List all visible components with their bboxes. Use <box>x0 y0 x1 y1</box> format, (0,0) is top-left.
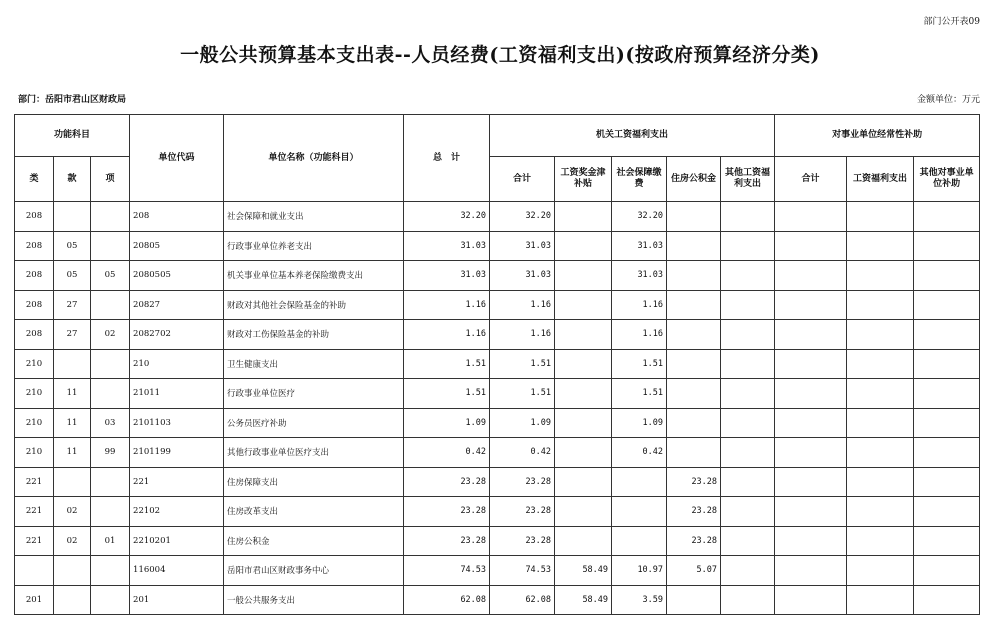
cell-unit-name: 住房保障支出 <box>224 467 404 497</box>
department-label: 部门：岳阳市君山区财政局 <box>18 95 127 105</box>
cell-org-social: 1.09 <box>612 408 667 438</box>
cell-org-social: 0.42 <box>612 438 667 468</box>
cell-org-subtotal: 32.20 <box>490 202 555 232</box>
cell-kuan: 11 <box>54 379 91 409</box>
cell-org-housing <box>667 379 721 409</box>
cell-pi-welfare <box>847 408 914 438</box>
cell-pi-subtotal <box>775 526 847 556</box>
cell-pi-subtotal <box>775 379 847 409</box>
amount-unit-label: 金额单位：万元 <box>916 95 980 105</box>
header-func-subject: 功能科目 <box>15 115 130 157</box>
cell-xiang: 02 <box>91 320 130 350</box>
cell-xiang <box>91 556 130 586</box>
cell-kuan <box>54 202 91 232</box>
cell-lei: 208 <box>15 202 54 232</box>
cell-pi-subtotal <box>775 556 847 586</box>
cell-org-subtotal: 1.51 <box>490 349 555 379</box>
cell-lei: 221 <box>15 526 54 556</box>
cell-pi-other <box>914 290 980 320</box>
cell-unit-name: 行政事业单位医疗 <box>224 379 404 409</box>
table-row <box>15 349 980 379</box>
cell-org-social: 32.20 <box>612 202 667 232</box>
table-row <box>15 202 980 232</box>
cell-xiang <box>91 497 130 527</box>
cell-xiang <box>91 231 130 261</box>
cell-org-other <box>721 408 775 438</box>
cell-xiang: 05 <box>91 261 130 291</box>
table-row <box>15 231 980 261</box>
cell-org-subtotal: 31.03 <box>490 261 555 291</box>
cell-org-other <box>721 349 775 379</box>
cell-lei: 208 <box>15 320 54 350</box>
cell-org-other <box>721 438 775 468</box>
cell-org-other <box>721 556 775 586</box>
cell-org-bonus <box>555 497 612 527</box>
cell-pi-subtotal <box>775 261 847 291</box>
table-row <box>15 497 980 527</box>
table-row <box>15 261 980 291</box>
cell-pi-welfare <box>847 467 914 497</box>
cell-org-subtotal: 1.16 <box>490 320 555 350</box>
cell-org-other <box>721 202 775 232</box>
cell-org-social: 31.03 <box>612 231 667 261</box>
cell-xiang: 01 <box>91 526 130 556</box>
header-org-other: 其他工资福利支出 <box>721 157 775 202</box>
cell-org-housing <box>667 320 721 350</box>
cell-total: 32.20 <box>404 202 490 232</box>
table-row <box>15 320 980 350</box>
cell-pi-subtotal <box>775 438 847 468</box>
cell-org-social <box>612 467 667 497</box>
cell-org-housing <box>667 438 721 468</box>
cell-xiang: 99 <box>91 438 130 468</box>
cell-unit-code: 20827 <box>130 290 224 320</box>
cell-total: 1.16 <box>404 290 490 320</box>
header-pi-other: 其他对事业单位补助 <box>914 157 980 202</box>
cell-lei: 221 <box>15 467 54 497</box>
cell-kuan: 11 <box>54 438 91 468</box>
cell-org-bonus <box>555 526 612 556</box>
cell-unit-code: 116004 <box>130 556 224 586</box>
cell-org-housing: 5.07 <box>667 556 721 586</box>
page-title: 一般公共预算基本支出表--人员经费(工资福利支出)(按政府预算经济分类) <box>180 44 820 66</box>
cell-org-subtotal: 62.08 <box>490 585 555 615</box>
header-org-welfare-group: 机关工资福利支出 <box>490 115 775 157</box>
cell-unit-name: 岳阳市君山区财政事务中心 <box>224 556 404 586</box>
cell-kuan <box>54 585 91 615</box>
cell-pi-subtotal <box>775 320 847 350</box>
cell-kuan: 05 <box>54 231 91 261</box>
cell-pi-subtotal <box>775 349 847 379</box>
cell-lei: 210 <box>15 438 54 468</box>
cell-org-social: 3.59 <box>612 585 667 615</box>
cell-unit-name: 社会保障和就业支出 <box>224 202 404 232</box>
cell-org-housing <box>667 261 721 291</box>
table-row <box>15 556 980 586</box>
cell-total: 62.08 <box>404 585 490 615</box>
cell-total: 1.16 <box>404 320 490 350</box>
cell-unit-code: 22102 <box>130 497 224 527</box>
table-row <box>15 408 980 438</box>
table-row <box>15 585 980 615</box>
budget-table <box>14 114 980 615</box>
cell-unit-name: 行政事业单位养老支出 <box>224 231 404 261</box>
cell-org-social: 1.51 <box>612 379 667 409</box>
cell-lei: 210 <box>15 408 54 438</box>
header-pi-subtotal: 合计 <box>775 157 847 202</box>
cell-unit-name: 财政对工伤保险基金的补助 <box>224 320 404 350</box>
cell-lei: 208 <box>15 290 54 320</box>
cell-unit-code: 21011 <box>130 379 224 409</box>
cell-pi-welfare <box>847 526 914 556</box>
cell-xiang: 03 <box>91 408 130 438</box>
cell-pi-subtotal <box>775 467 847 497</box>
cell-unit-code: 208 <box>130 202 224 232</box>
cell-org-housing <box>667 349 721 379</box>
cell-org-bonus <box>555 261 612 291</box>
cell-unit-name: 一般公共服务支出 <box>224 585 404 615</box>
cell-unit-code: 2080505 <box>130 261 224 291</box>
cell-unit-code: 2101103 <box>130 408 224 438</box>
cell-unit-code: 201 <box>130 585 224 615</box>
cell-unit-code: 20805 <box>130 231 224 261</box>
cell-org-subtotal: 1.51 <box>490 379 555 409</box>
cell-org-subtotal: 74.53 <box>490 556 555 586</box>
cell-org-social: 10.97 <box>612 556 667 586</box>
cell-total: 1.09 <box>404 408 490 438</box>
cell-unit-name: 其他行政事业单位医疗支出 <box>224 438 404 468</box>
cell-kuan: 02 <box>54 497 91 527</box>
cell-pi-welfare <box>847 349 914 379</box>
cell-xiang <box>91 379 130 409</box>
cell-pi-welfare <box>847 438 914 468</box>
cell-pi-welfare <box>847 231 914 261</box>
table-row <box>15 379 980 409</box>
cell-lei: 210 <box>15 349 54 379</box>
cell-unit-code: 210 <box>130 349 224 379</box>
cell-org-bonus <box>555 290 612 320</box>
cell-total: 1.51 <box>404 349 490 379</box>
cell-org-bonus: 58.49 <box>555 585 612 615</box>
cell-org-other <box>721 261 775 291</box>
cell-org-housing: 23.28 <box>667 526 721 556</box>
cell-pi-other <box>914 497 980 527</box>
cell-org-housing: 23.28 <box>667 497 721 527</box>
cell-xiang <box>91 467 130 497</box>
cell-org-social <box>612 526 667 556</box>
cell-unit-name: 公务员医疗补助 <box>224 408 404 438</box>
cell-pi-subtotal <box>775 585 847 615</box>
cell-org-housing <box>667 202 721 232</box>
cell-pi-welfare <box>847 261 914 291</box>
cell-org-bonus <box>555 231 612 261</box>
cell-unit-code: 2210201 <box>130 526 224 556</box>
cell-org-bonus <box>555 202 612 232</box>
cell-unit-code: 2082702 <box>130 320 224 350</box>
cell-pi-other <box>914 467 980 497</box>
cell-total: 23.28 <box>404 467 490 497</box>
cell-pi-other <box>914 202 980 232</box>
cell-kuan: 27 <box>54 320 91 350</box>
cell-kuan <box>54 556 91 586</box>
cell-org-other <box>721 379 775 409</box>
cell-org-other <box>721 467 775 497</box>
cell-pi-other <box>914 408 980 438</box>
cell-pi-welfare <box>847 320 914 350</box>
cell-xiang <box>91 349 130 379</box>
cell-pi-other <box>914 349 980 379</box>
cell-org-other <box>721 526 775 556</box>
cell-kuan: 11 <box>54 408 91 438</box>
cell-org-social: 1.51 <box>612 349 667 379</box>
cell-org-bonus <box>555 320 612 350</box>
header-org-bonus: 工资奖金津补贴 <box>555 157 612 202</box>
cell-org-housing <box>667 231 721 261</box>
table-row <box>15 290 980 320</box>
cell-org-bonus <box>555 379 612 409</box>
cell-kuan: 27 <box>54 290 91 320</box>
cell-pi-subtotal <box>775 497 847 527</box>
cell-org-social: 31.03 <box>612 261 667 291</box>
form-id: 部门公开表09 <box>923 17 980 27</box>
cell-lei: 208 <box>15 261 54 291</box>
cell-pi-welfare <box>847 202 914 232</box>
cell-xiang <box>91 585 130 615</box>
cell-org-housing: 23.28 <box>667 467 721 497</box>
cell-kuan <box>54 467 91 497</box>
cell-pi-welfare <box>847 497 914 527</box>
cell-unit-code: 2101199 <box>130 438 224 468</box>
cell-org-subtotal: 1.16 <box>490 290 555 320</box>
cell-org-social: 1.16 <box>612 290 667 320</box>
cell-total: 23.28 <box>404 526 490 556</box>
cell-total: 74.53 <box>404 556 490 586</box>
cell-org-bonus <box>555 408 612 438</box>
cell-xiang <box>91 202 130 232</box>
table-row <box>15 438 980 468</box>
cell-unit-name: 住房公积金 <box>224 526 404 556</box>
cell-pi-welfare <box>847 290 914 320</box>
cell-pi-other <box>914 231 980 261</box>
cell-pi-other <box>914 379 980 409</box>
table-row <box>15 526 980 556</box>
table-body <box>15 202 980 615</box>
cell-org-bonus <box>555 349 612 379</box>
cell-org-subtotal: 0.42 <box>490 438 555 468</box>
cell-total: 1.51 <box>404 379 490 409</box>
cell-pi-other <box>914 261 980 291</box>
cell-pi-other <box>914 585 980 615</box>
cell-total: 31.03 <box>404 261 490 291</box>
cell-pi-welfare <box>847 556 914 586</box>
header-lei: 类 <box>15 157 54 202</box>
cell-unit-name: 财政对其他社会保险基金的补助 <box>224 290 404 320</box>
cell-kuan: 05 <box>54 261 91 291</box>
cell-total: 0.42 <box>404 438 490 468</box>
cell-org-subtotal: 23.28 <box>490 497 555 527</box>
header-org-housing: 住房公积金 <box>667 157 721 202</box>
cell-org-other <box>721 231 775 261</box>
table-row <box>15 467 980 497</box>
cell-pi-subtotal <box>775 290 847 320</box>
header-org-subtotal: 合计 <box>490 157 555 202</box>
cell-total: 31.03 <box>404 231 490 261</box>
cell-org-housing <box>667 290 721 320</box>
cell-org-bonus <box>555 438 612 468</box>
cell-org-subtotal: 23.28 <box>490 467 555 497</box>
cell-pi-subtotal <box>775 408 847 438</box>
cell-kuan <box>54 349 91 379</box>
header-unit-code: 单位代码 <box>130 115 224 202</box>
cell-org-bonus <box>555 467 612 497</box>
cell-org-subtotal: 23.28 <box>490 526 555 556</box>
cell-unit-name: 卫生健康支出 <box>224 349 404 379</box>
cell-org-other <box>721 585 775 615</box>
cell-org-other <box>721 290 775 320</box>
cell-pi-other <box>914 438 980 468</box>
cell-lei: 201 <box>15 585 54 615</box>
header-total: 总 计 <box>404 115 490 202</box>
cell-lei: 221 <box>15 497 54 527</box>
cell-org-housing <box>667 408 721 438</box>
cell-unit-code: 221 <box>130 467 224 497</box>
header-pi-welfare: 工资福利支出 <box>847 157 914 202</box>
header-org-social: 社会保障缴费 <box>612 157 667 202</box>
cell-xiang <box>91 290 130 320</box>
cell-lei: 208 <box>15 231 54 261</box>
cell-pi-other <box>914 526 980 556</box>
cell-unit-name: 住房改革支出 <box>224 497 404 527</box>
cell-org-social: 1.16 <box>612 320 667 350</box>
cell-pi-welfare <box>847 585 914 615</box>
cell-unit-name: 机关事业单位基本养老保险缴费支出 <box>224 261 404 291</box>
cell-lei: 210 <box>15 379 54 409</box>
cell-pi-welfare <box>847 379 914 409</box>
cell-org-bonus: 58.49 <box>555 556 612 586</box>
cell-kuan: 02 <box>54 526 91 556</box>
header-kuan: 款 <box>54 157 91 202</box>
cell-org-social <box>612 497 667 527</box>
cell-total: 23.28 <box>404 497 490 527</box>
cell-org-other <box>721 497 775 527</box>
cell-org-subtotal: 1.09 <box>490 408 555 438</box>
header-xiang: 项 <box>91 157 130 202</box>
cell-org-housing <box>667 585 721 615</box>
cell-org-other <box>721 320 775 350</box>
cell-org-subtotal: 31.03 <box>490 231 555 261</box>
cell-pi-other <box>914 556 980 586</box>
header-unit-name: 单位名称（功能科目） <box>224 115 404 202</box>
cell-lei <box>15 556 54 586</box>
cell-pi-subtotal <box>775 202 847 232</box>
header-public-institution-group: 对事业单位经常性补助 <box>775 115 980 157</box>
cell-pi-subtotal <box>775 231 847 261</box>
cell-pi-other <box>914 320 980 350</box>
